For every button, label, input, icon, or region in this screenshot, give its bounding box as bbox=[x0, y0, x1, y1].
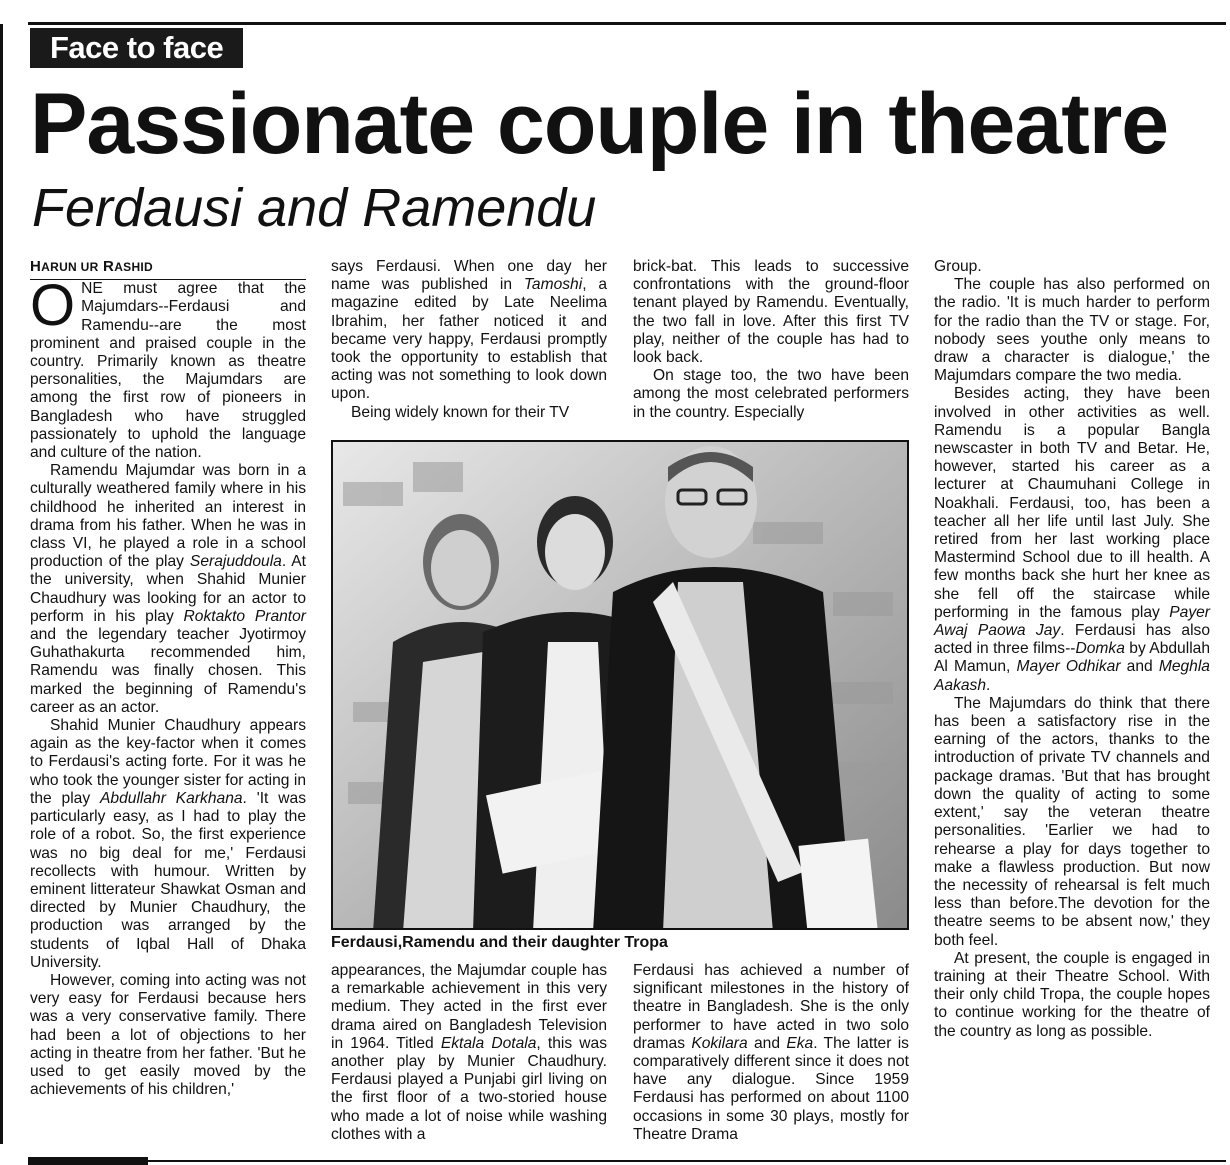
column-2-bottom bbox=[331, 962, 607, 1144]
paragraph: Being widely known for their TV bbox=[351, 403, 570, 421]
bottom-tab-marker bbox=[28, 1157, 148, 1165]
paragraph: ONE must agree that the Majumdars--Ferdausi and Ramendu--are the most prominent and praised couple in the country. Primarily known as theatre personalities, the Majumdars are among the first row of pioneers in Bangladesh who have struggled passionately to uphold the language and culture of the nation. bbox=[30, 273, 306, 462]
paragraph: Shahid Munier Chaudhury appears again as the key-factor when it comes to Ferdausi's acting forte. For it was he who took the younger sister for acting in the play Abdullahr Karkhana. 'It was particularly easy, as I had to play the role of a robot. So, the first experience was no big deal for me,' Ferdausi recollects with humour. Written by eminent litterateur Shawkat Osman and directed by Munier Chaudhury, the production was arranged by the students of Iqbal Hall of Dhaka University. bbox=[30, 717, 306, 971]
section-label: Face to face bbox=[30, 28, 243, 68]
subheadline: Ferdausi and Ramendu bbox=[32, 178, 597, 238]
paragraph: appearances, the Majumdar couple has a remarkable achievement in this very medium. They acted in the first ever drama aired on Bangladesh Television in 1964. Titled Ektala Dotala, this was another play by Munier Chaudhury. Ferdausi played a Punjabi girl living on the first floor of a two-storied house who made a lot of noise while washing clothes with a bbox=[331, 962, 608, 1143]
column-1 bbox=[30, 258, 306, 1099]
drop-cap: O bbox=[30, 273, 76, 339]
paragraph: However, coming into acting was not very easy for Ferdausi because hers was a very conservative family. There had been a lot of objections to her acting in theatre from her father. 'But he used to get easily moved by the achievements of his children,' bbox=[30, 971, 306, 1099]
paragraph: Ferdausi has achieved a number of significant milestones in the history of theatre in Bangladesh. She is the only performer to have acted in two solo dramas Kokilara and Eka. The latter is comparatively different since it does not have any dialogue. Since 1959 Ferdausi has performed on about 1100 occasions in some 30 plays, mostly for Theatre Drama bbox=[633, 962, 909, 1143]
paragraph: Ramendu Majumdar was born in a culturally weathered family where in his childhood he inherited an interest in drama from his father. When he was in class VI, he played a role in a school production of the play Serajuddoula. At the university, when Shahid Munier Chaudhury was looking for an actor to perform in his play Roktakto Prantor and the legendary teacher Jyotirmoy Guhathakurta recommended him, Ramendu was finally chosen. This marked the beginning of Ramendu's career as an actor. bbox=[30, 462, 307, 716]
paragraph: The couple has also performed on the radio. 'It is much harder to perform for the radio than the TV or stage. For, nobody sees youthe only means to draw a character is dialogue,' the Majumdars compare the two media. bbox=[934, 276, 1210, 385]
bottom-border-rule bbox=[28, 1160, 1226, 1162]
paragraph: At present, the couple is engaged in training at their Theatre School. With their only child Tropa, the couple hopes to continue working for the theatre of the country as long as possible. bbox=[934, 949, 1210, 1040]
photo-ferdausi-ramendu-tropa bbox=[331, 440, 909, 930]
left-border-rule bbox=[0, 24, 3, 1144]
paragraph: On stage too, the two have been among the most celebrated performers in the country. Especially bbox=[633, 367, 909, 421]
top-border-rule bbox=[28, 22, 1226, 25]
photo-caption: Ferdausi,Ramendu and their daughter Tropa bbox=[331, 934, 668, 951]
paragraph: Group. bbox=[934, 258, 982, 275]
column-3-bottom bbox=[633, 962, 909, 1144]
paragraph: The Majumdars do think that there has been a satisfactory rise in the earning of the actors, thanks to the introduction of private TV channels and package dramas. 'But that has brought down the quality of acting to some extent,' say the veteran theatre personalities. 'Earlier we had to rehearse a play for days together to make a flawless production. But now the necessity of rehearsal is felt much less than before.The devotion for the theatre seems to be absent now,' they both feel. bbox=[934, 694, 1210, 949]
paragraph: brick-bat. This leads to successive confrontations with the ground-floor tenant played by Ramendu. Eventually, the two fall in love. After this first TV play, neither of the couple has had to look back. bbox=[633, 258, 909, 367]
column-4 bbox=[934, 258, 1210, 1041]
column-2-top bbox=[331, 258, 607, 422]
paragraph: says Ferdausi. When one day her name was published in Tamoshi, a magazine edited by Late Neelima Ibrahim, her father noticed it and became very happy, Ferdausi promptly took the opportunity to establish that acting was not something to look down upon. bbox=[331, 258, 608, 403]
column-3-top bbox=[633, 258, 909, 422]
paragraph: Besides acting, they have been involved in other activities as well. Ramendu is a popular Bangla newscaster in both TV and Betar. He, however, started his career as a lecturer at Chaumuhani College in Noakhali. Ferdausi, too, has been a teacher all her life until last July. She retired from her last working place Mastermind School due to ill health. A few months back she hurt her knee as she fell off the staircase while performing in the famous play Payer Awaj Paowa Jay. Ferdausi has also acted in three films--Domka by Abdullah Al Mamun, Mayer Odhikar and Meghla Aakash. bbox=[934, 385, 1211, 694]
headline: Passionate couple in theatre bbox=[30, 76, 1169, 172]
byline: HARUN UR RASHID bbox=[30, 258, 306, 280]
